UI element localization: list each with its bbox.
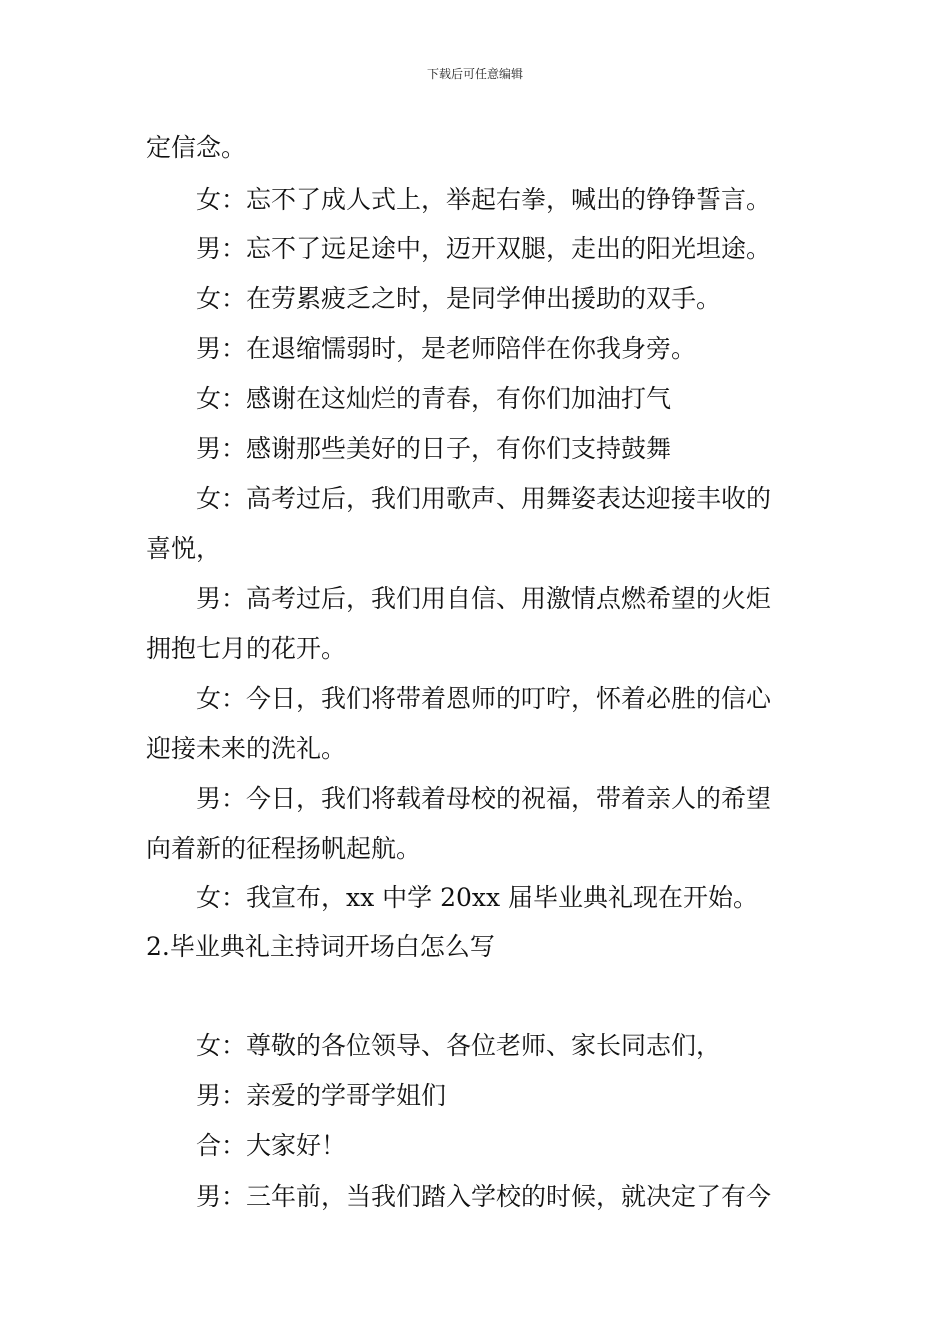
section-heading: 2.毕业典礼主持词开场白怎么写: [146, 932, 495, 961]
text-line: 喜悦，: [146, 534, 222, 563]
text-line: 女：在劳累疲乏之时，是同学伸出援助的双手。: [196, 284, 722, 313]
text-line: 男：高考过后，我们用自信、用激情点燃希望的火炬: [196, 584, 772, 613]
text-line: 女：今日，我们将带着恩师的叮咛，怀着必胜的信心: [196, 684, 772, 713]
text-line: 女：尊敬的各位领导、各位老师、家长同志们，: [196, 1031, 722, 1060]
text-line: 女：忘不了成人式上，举起右拳，喊出的铮铮誓言。: [196, 185, 772, 214]
text-line: 男：忘不了远足途中，迈开双腿，走出的阳光坦途。: [196, 234, 772, 263]
text-line: 迎接未来的洗礼。: [146, 734, 347, 763]
text-line: 女：我宣布，xx 中学 20xx 届毕业典礼现在开始。: [196, 883, 759, 912]
text-line: 男：亲爱的学哥学姐们: [196, 1081, 447, 1110]
text-line: 男：今日，我们将载着母校的祝福，带着亲人的希望: [196, 784, 772, 813]
page-header: 下载后可任意编辑: [426, 67, 523, 81]
text-line: 男：感谢那些美好的日子，有你们支持鼓舞: [196, 434, 672, 463]
text-line: 女：高考过后，我们用歌声、用舞姿表达迎接丰收的: [196, 484, 772, 513]
text-line: 定信念。: [146, 133, 247, 162]
text-line: 女：感谢在这灿烂的青春，有你们加油打气: [196, 384, 672, 413]
text-line: 合：大家好！: [196, 1131, 347, 1160]
text-line: 向着新的征程扬帆起航。: [146, 834, 422, 863]
text-line: 拥抱七月的花开。: [146, 634, 347, 663]
text-line: 男：在退缩懦弱时，是老师陪伴在你我身旁。: [196, 334, 697, 363]
text-line: 男：三年前，当我们踏入学校的时候，就决定了有今: [196, 1182, 772, 1211]
